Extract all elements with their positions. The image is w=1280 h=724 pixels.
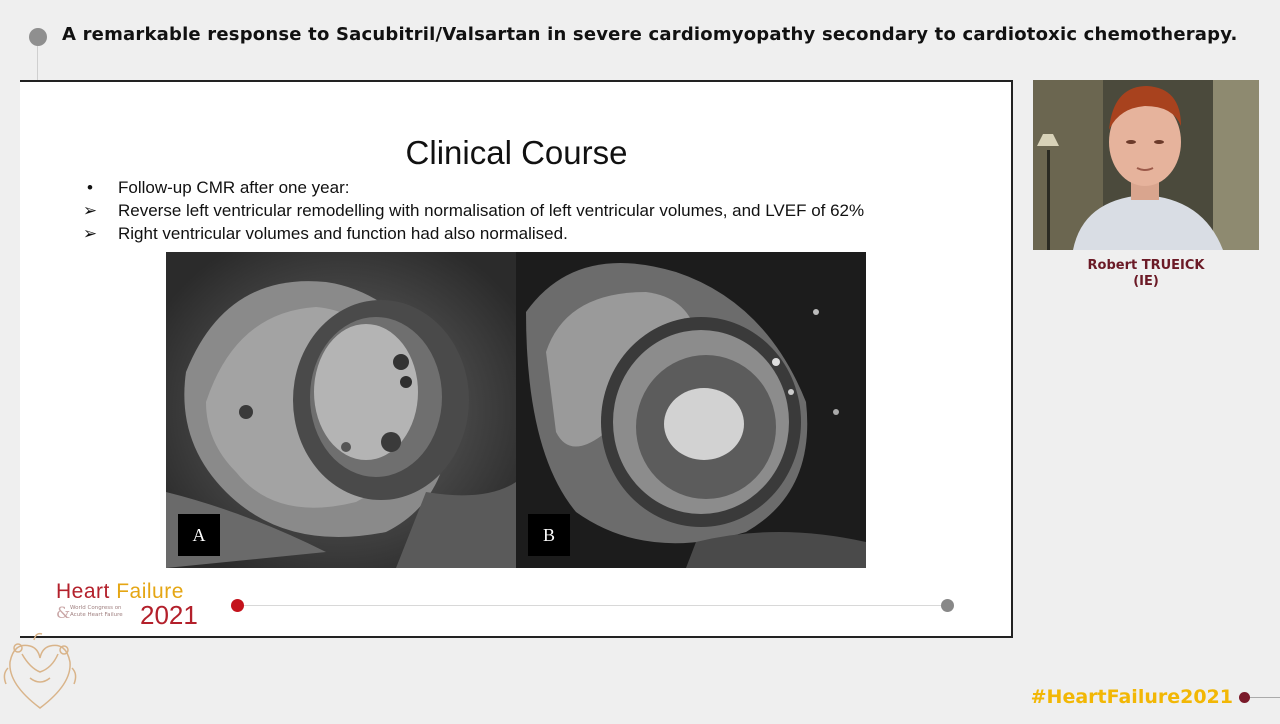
arrow-bullet-icon: ➢ — [82, 224, 98, 243]
logo-year: 2021 — [140, 600, 198, 630]
speaker-video — [1033, 80, 1259, 250]
image-label-a: A — [178, 514, 220, 556]
speaker-country: (IE) — [1133, 274, 1159, 289]
arrow-bullet-icon: ➢ — [82, 201, 98, 220]
cmr-image-b — [516, 252, 866, 568]
image-label-b: B — [528, 514, 570, 556]
bullet-text: Reverse left ventricular remodelling with normalisation of left ventricular volumes, and LVEF of 62% — [118, 201, 865, 220]
speaker-name: Robert TRUEICK — [1087, 258, 1205, 273]
heart-emblem-icon — [0, 628, 80, 720]
cmr-images — [166, 252, 866, 568]
bullet-text: Right ventricular volumes and function had also normalised. — [118, 224, 568, 243]
slide-panel — [20, 80, 1013, 638]
slide-progress-end-dot — [941, 599, 954, 612]
slide-heading: Clinical Course — [405, 134, 628, 171]
title-connector-line — [37, 46, 38, 80]
title-bullet-dot — [29, 28, 47, 46]
cmr-image-a — [166, 252, 516, 568]
speaker-name-block — [1033, 258, 1259, 290]
slide-progress-track — [237, 605, 947, 606]
hashtag-dot — [1239, 692, 1250, 703]
slide-progress-start-dot — [231, 599, 244, 612]
logo-subtitle: World Congress on Acute Heart Failure — [70, 605, 123, 618]
heart-failure-logo — [56, 580, 198, 630]
hashtag-line — [1250, 697, 1280, 698]
logo-ampersand: & — [56, 603, 71, 622]
bullet-dot-icon: • — [87, 178, 93, 197]
session-title: A remarkable response to Sacubitril/Valsartan in severe cardiomyopathy secondary to cardiotoxic chemotherapy. — [62, 24, 1238, 45]
event-hashtag: #HeartFailure2021 — [1030, 686, 1233, 708]
logo-wordmark: Heart Failure — [56, 580, 184, 603]
bullet-text: Follow-up CMR after one year: — [118, 178, 350, 197]
